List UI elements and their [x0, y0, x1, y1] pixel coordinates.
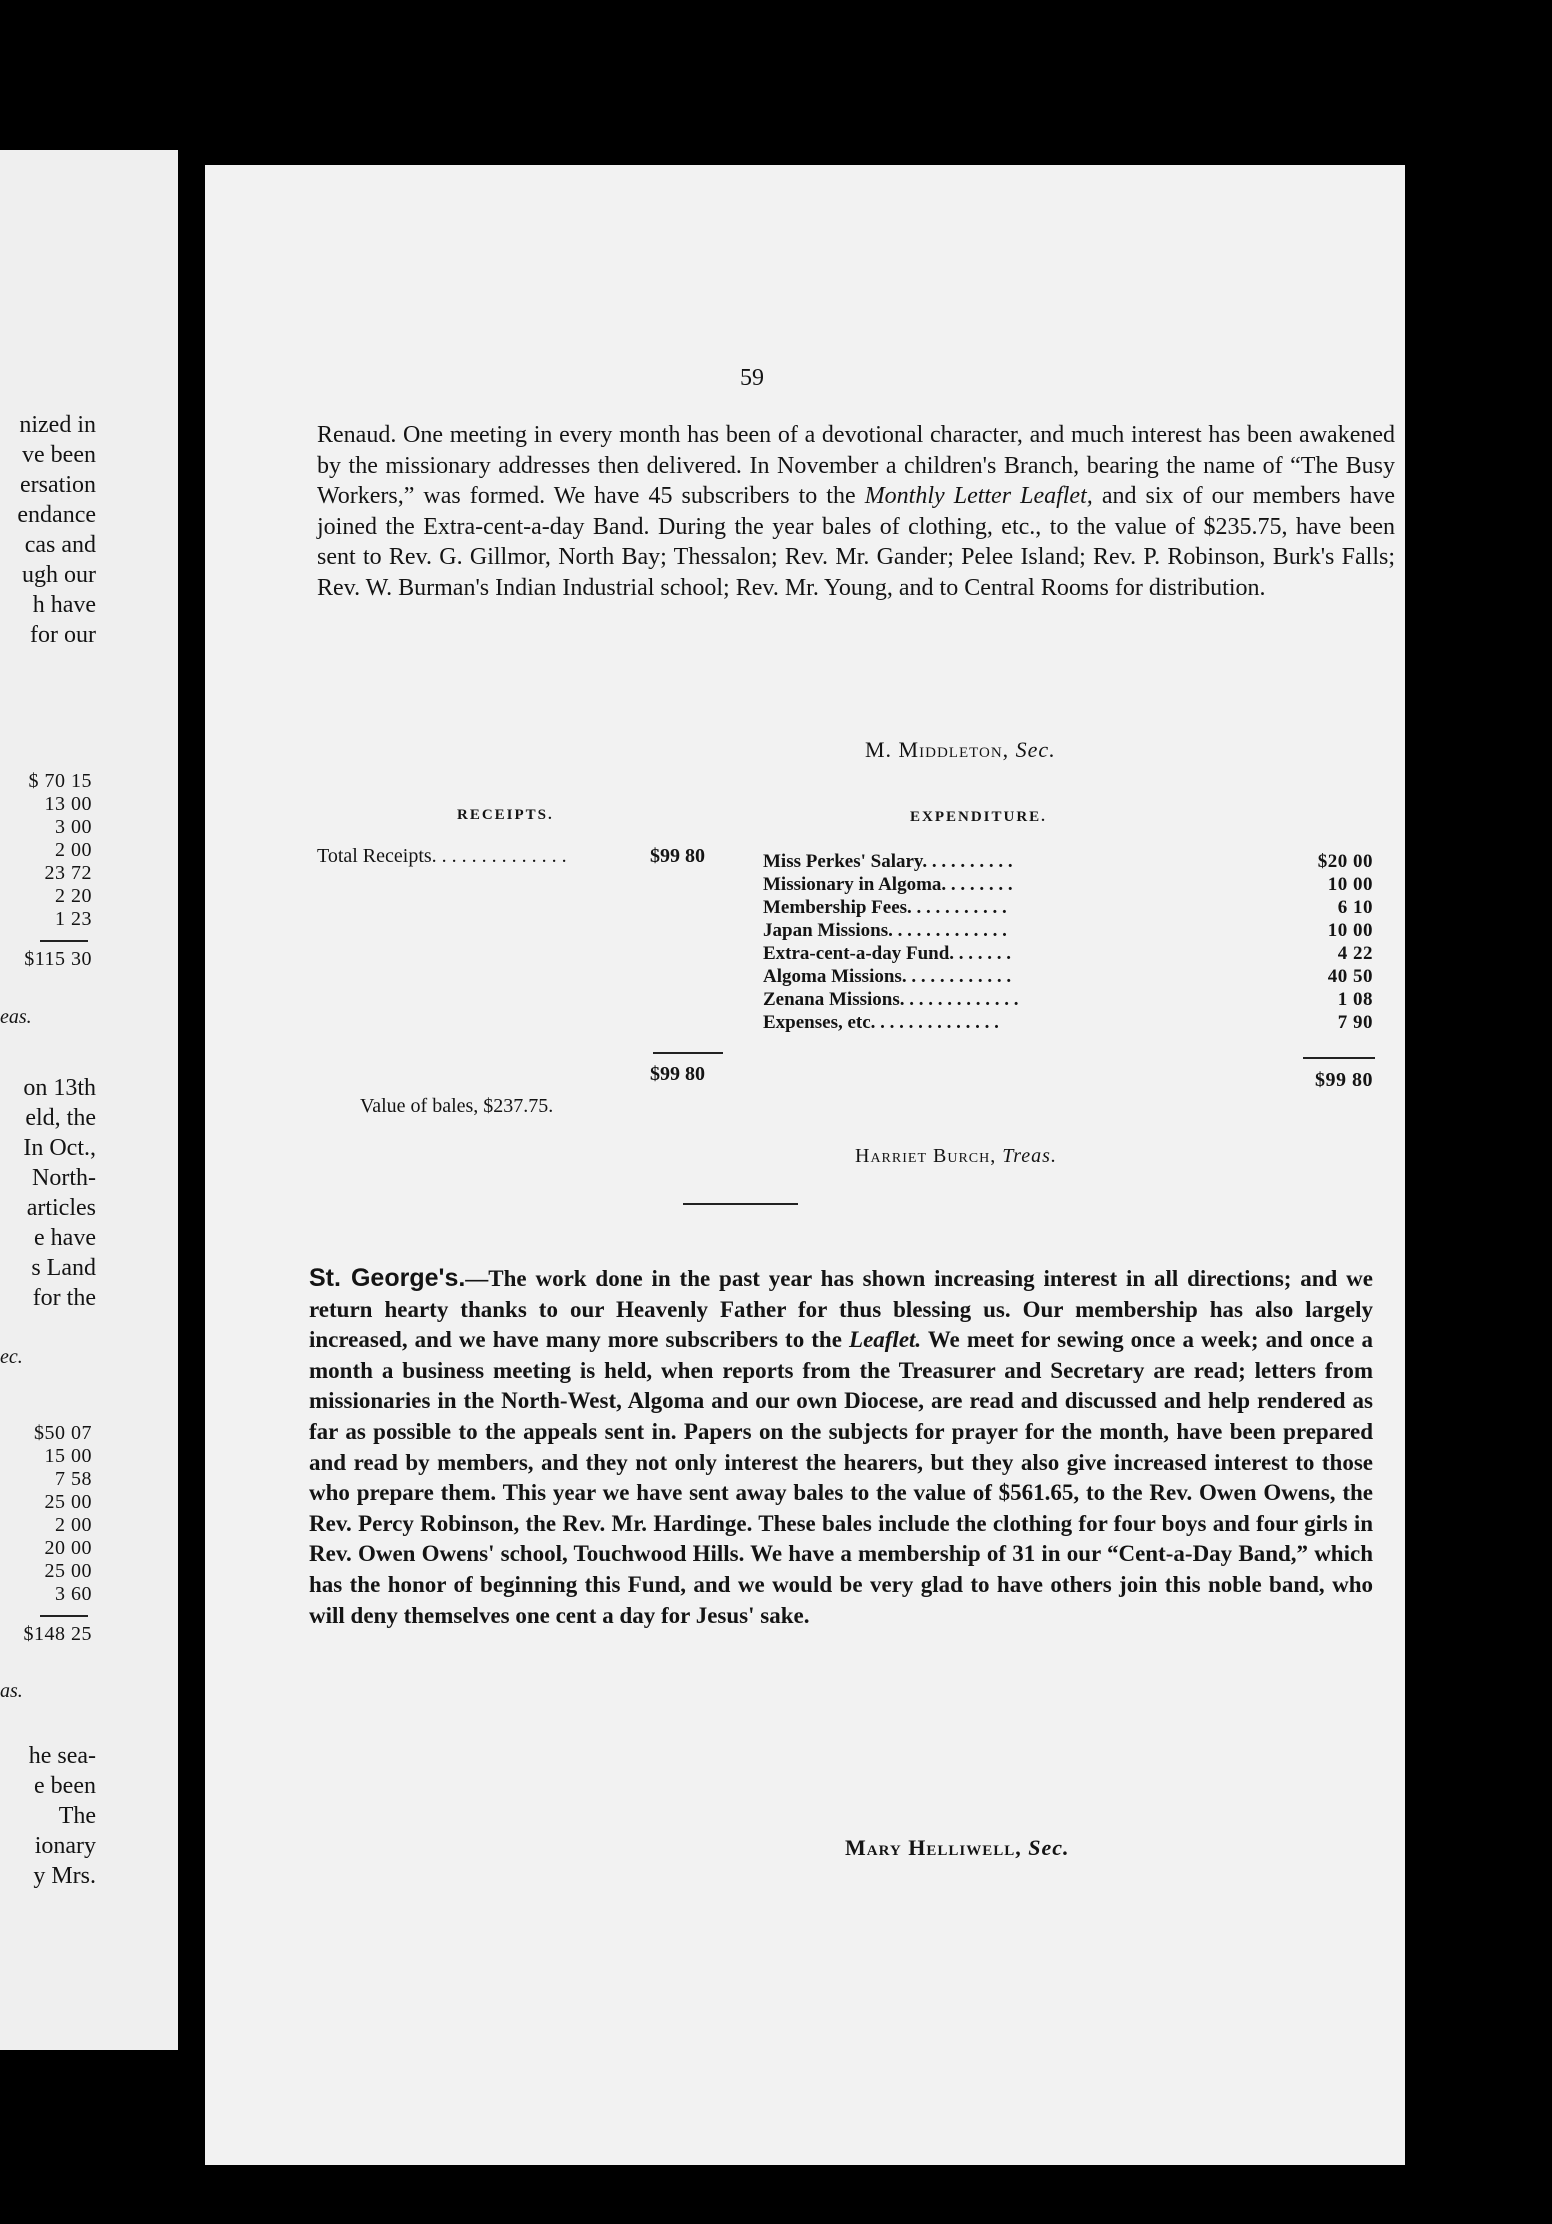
expenditure-item-amount: 10 00 [1327, 874, 1373, 895]
facing-text-line: e been [34, 1773, 96, 1799]
facing-figure: 20 00 [44, 1537, 92, 1559]
document-page [205, 165, 1405, 2165]
facing-text-line: ugh our [22, 562, 96, 588]
expenditure-item-amount: 10 00 [1327, 920, 1373, 941]
expenditure-header: EXPENDITURE. [910, 809, 1047, 825]
facing-text-line: North- [32, 1165, 96, 1191]
report-paragraph [317, 420, 1395, 603]
facing-text-line: In Oct., [23, 1135, 96, 1161]
receipts-total: $99 80 [650, 1063, 705, 1085]
facing-text-line: y Mrs. [33, 1863, 96, 1889]
facing-figure: 25 00 [44, 1560, 92, 1582]
facing-signature-fragment: ec. [0, 1346, 23, 1368]
facing-figure: 2 20 [55, 885, 92, 907]
facing-figure: 1 23 [55, 908, 92, 930]
expenditure-item-label: Membership Fees. . . . . . . . . . . [763, 897, 1007, 918]
publication-title: Monthly Letter Leaflet, [864, 483, 1093, 509]
facing-figure: 2 00 [55, 1514, 92, 1536]
facing-figure: 23 72 [44, 862, 92, 884]
facing-figure: 7 58 [55, 1468, 92, 1490]
paragraph-text: and six of our members have joined the Extra-cent-a-day Band. During the year bales of clothing, etc., to the value of $235.75, have been sent to Rev. G. Gillmor, North Bay; Thessalon; Rev. Mr. Gander; Pelee Island; Rev. P. Robinson, Burk's Falls; Rev. W. Burman's Indian Industrial school; Rev. Mr. Young, and to Central Rooms for distribution. [317, 483, 1396, 601]
expenditure-total-rule [1303, 1057, 1375, 1059]
expenditure-total: $99 80 [1315, 1069, 1373, 1091]
receipts-header: RECEIPTS. [457, 807, 554, 823]
facing-text-line: eld, the [25, 1105, 96, 1131]
receipts-label: Total Receipts. . . . . . . . . . . . . . [317, 845, 567, 867]
facing-text-line: h have [32, 592, 96, 618]
branch-heading: St. George's. [309, 1264, 466, 1292]
receipts-amount: $99 80 [650, 845, 705, 867]
expenditure-item-amount: $20 00 [1317, 851, 1373, 872]
bales-value-note: Value of bales, $237.75. [360, 1095, 554, 1117]
facing-text-line: endance [17, 502, 96, 528]
facing-page-fragment [0, 150, 178, 2050]
paragraph-text: —The work done in the past year has shown increasing interest in all directions; and we return hearty thanks to our Heavenly Father for thus blessing us. Our membership has also largely increased, and we have many more subscribers to the [309, 1266, 1373, 1353]
expenditure-item-label: Miss Perkes' Salary. . . . . . . . . . [763, 851, 1013, 872]
secretary-signature [845, 1835, 1069, 1861]
expenditure-item-amount: 1 08 [1337, 989, 1373, 1010]
signature-name: Mary Helliwell, [845, 1835, 1022, 1860]
facing-text-line: ionary [34, 1833, 96, 1859]
signature-title: Sec. [1028, 1835, 1070, 1860]
facing-text-line: The [58, 1803, 96, 1829]
secretary-signature [865, 737, 1056, 763]
expenditure-item-amount: 4 22 [1337, 943, 1373, 964]
facing-total-rule [40, 940, 88, 942]
paragraph-text: We meet for sewing once a week; and once a month a business meeting is held, when reports from the Treasurer and Secretary are read; letters from missionaries in the North-West, Algoma and our own Diocese, are read and discussed and help rendered as far as possible to the appeals sent in. Papers on the subjects for prayer for the month, have been prepared and read by members, and they not only interest the hearers, but they also give increased interest to those who prepare them. This year we have sent away bales to the value of $561.65, to the Rev. Owen Owens, the Rev. Percy Robinson, the Rev. Mr. Hardinge. These bales include the clothing for four boys and four girls in Rev. Owen Owens' school, Touchwood Hills. We have a membership of 31 in our “Cent-a-Day Band,” which has the honor of beginning this Fund, and we would be very glad to have others join this noble band, who will deny themselves one cent a day for Jesus' sake. [309, 1327, 1374, 1628]
facing-figure: $50 07 [34, 1422, 92, 1444]
receipts-total-rule [653, 1052, 723, 1054]
report-paragraph [309, 1263, 1373, 1631]
facing-text-line: articles [26, 1195, 96, 1221]
facing-total: $115 30 [24, 948, 92, 970]
facing-signature-fragment: as. [0, 1680, 23, 1702]
expenditure-item-amount: 7 90 [1337, 1012, 1373, 1033]
expenditure-item-label: Algoma Missions. . . . . . . . . . . . [763, 966, 1012, 987]
expenditure-item-label: Japan Missions. . . . . . . . . . . . . [763, 920, 1007, 941]
treasurer-signature [855, 1145, 1057, 1168]
facing-figure: 2 00 [55, 839, 92, 861]
facing-signature-fragment: eas. [0, 1006, 32, 1028]
facing-text-line: ve been [22, 442, 96, 468]
signature-title: Treas. [1002, 1145, 1057, 1167]
expenditure-item-label: Extra-cent-a-day Fund. . . . . . . [763, 943, 1012, 964]
facing-text-line: e have [34, 1225, 96, 1251]
facing-figure: 15 00 [44, 1445, 92, 1467]
publication-title: Leaflet. [849, 1327, 922, 1353]
signature-name: M. Middleton, [865, 737, 1010, 762]
facing-text-line: on 13th [23, 1075, 96, 1101]
facing-figure: 13 00 [44, 793, 92, 815]
signature-title: Sec. [1015, 737, 1056, 762]
expenditure-item-amount: 40 50 [1327, 966, 1373, 987]
page-number: 59 [740, 365, 764, 391]
expenditure-item-label: Missionary in Algoma. . . . . . . . [763, 874, 1013, 895]
facing-text-line: cas and [24, 532, 96, 558]
facing-total-rule [40, 1615, 88, 1617]
facing-text-line: nized in [19, 412, 96, 438]
signature-name: Harriet Burch, [855, 1145, 997, 1167]
facing-text-line: s Land [31, 1255, 96, 1281]
facing-text-line: he sea- [28, 1743, 96, 1769]
facing-figure: 25 00 [44, 1491, 92, 1513]
facing-figure: 3 00 [55, 816, 92, 838]
expenditure-item-label: Zenana Missions. . . . . . . . . . . . . [763, 989, 1019, 1010]
facing-figure: $ 70 15 [28, 770, 92, 792]
facing-total: $148 25 [23, 1623, 92, 1645]
facing-text-line: for our [30, 622, 96, 648]
facing-text-line: ersation [20, 472, 96, 498]
expenditure-item-label: Expenses, etc. . . . . . . . . . . . . . [763, 1012, 999, 1033]
facing-figure: 3 60 [55, 1583, 92, 1605]
paragraph-text: Renaud. One meeting in every month has been of a devotional character, and much interest has been awakened by the missionary addresses then delivered. In November a children's Branch, bearing the name of “The Busy Workers,” was formed. We have 45 subscribers to the [317, 422, 1395, 509]
section-divider [683, 1203, 798, 1205]
facing-text-line: for the [32, 1285, 96, 1311]
expenditure-item-amount: 6 10 [1337, 897, 1373, 918]
